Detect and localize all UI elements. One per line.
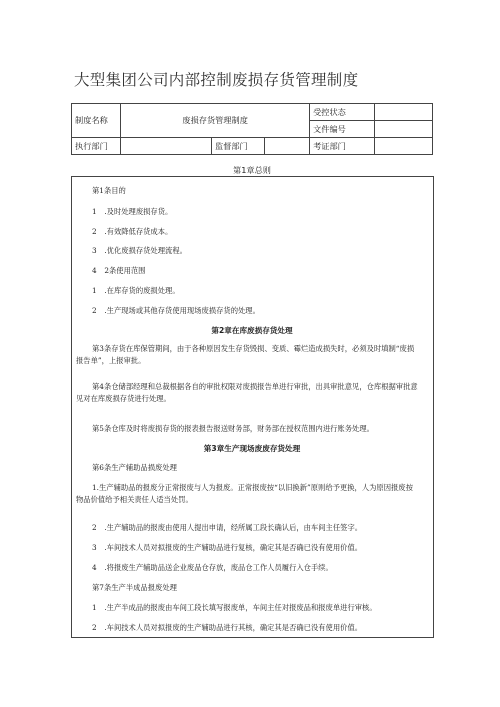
list-item: 3 .车间技术人员对拟报废的生产辅助品进行复核，确定其是否确已没有使用价值。 <box>92 543 363 552</box>
supervising-dept-value <box>265 138 310 155</box>
article-4: 第4条仓储部经理和总裁根据各自的审批权限对废损报告单进行审批，出具审批意见，仓库根据审批意见对在库废损存货进行处理。 <box>76 382 418 403</box>
article-3: 第3条存货在库保管期间，由于各种原因发生存货毁损、变质、霉烂造成损失时，必须及时填制“废损报告单”，上报审批。 <box>76 344 415 365</box>
controlled-status-value <box>374 104 432 121</box>
supervising-dept-label: 监督部门 <box>211 138 264 155</box>
article-7: 第7条生产半成品报废处理 <box>92 583 177 592</box>
list-item: 4 .将报废生产辅助品送企业废品仓存放，废品仓工作人员履行入仓手续。 <box>92 563 333 572</box>
list-item: 1 .在库存货的废损处理。 <box>92 286 180 295</box>
article-5: 第5条仓库及时将废损存货的报表报告报送财务部，财务部在授权范围内进行账务处理。 <box>92 424 374 433</box>
article-6: 第6条生产辅助品损废处理 <box>92 463 177 472</box>
chapter3-heading: 第3章生产现场废废存货处理 <box>203 444 301 453</box>
chapter2-heading: 第2章在库废损存货处理 <box>211 326 293 335</box>
article-1: 第1条目的 <box>92 186 126 195</box>
system-name-value: 废损存货管理制度 <box>121 104 310 138</box>
list-item: 2 .生产现场或其他存货使用现场废损存货的处理。 <box>92 306 260 315</box>
list-item: 2 .有效降低存货成本。 <box>92 227 173 236</box>
list-item: 4 2条使用范围 <box>92 266 146 275</box>
document-title: 大型集团公司内部控制废损存货管理制度 <box>74 71 359 89</box>
list-item: 1 .生产半成品的报废由车间工段长填写报废单，车间主任对报废品和报废单进行审核。 <box>92 603 377 612</box>
header-table <box>71 103 433 155</box>
list-item: 2 .生产辅助品的报废由使用人提出申请，经所属工段长确认后，由车间主任签字。 <box>92 523 363 532</box>
system-name-label: 制度名称 <box>72 104 121 138</box>
verifying-dept-value <box>374 138 432 155</box>
file-number-label: 文件编号 <box>310 121 374 138</box>
list-item: 1 .及时处理废损存货。 <box>92 207 173 216</box>
chapter1-heading: 第1章总则 <box>233 165 271 175</box>
file-number-value <box>374 121 432 138</box>
executing-dept-label: 执行部门 <box>72 138 121 155</box>
executing-dept-value <box>121 138 212 155</box>
verifying-dept-label: 考证部门 <box>310 138 374 155</box>
list-item: 1.生产辅助品的报废分正常报废与人为报废。正常报废按“以旧换新”原则给予更换，人为原因报废按物品价值给予相关责任人适当处罚。 <box>76 483 413 504</box>
controlled-status-label: 受控状态 <box>310 104 374 121</box>
list-item: 2 .车间技术人员对拟报废的生产辅助品进行其核，确定其是否确已没有使用价值。 <box>92 623 363 632</box>
list-item: 3 .优化废损存货处理流程。 <box>92 246 187 255</box>
